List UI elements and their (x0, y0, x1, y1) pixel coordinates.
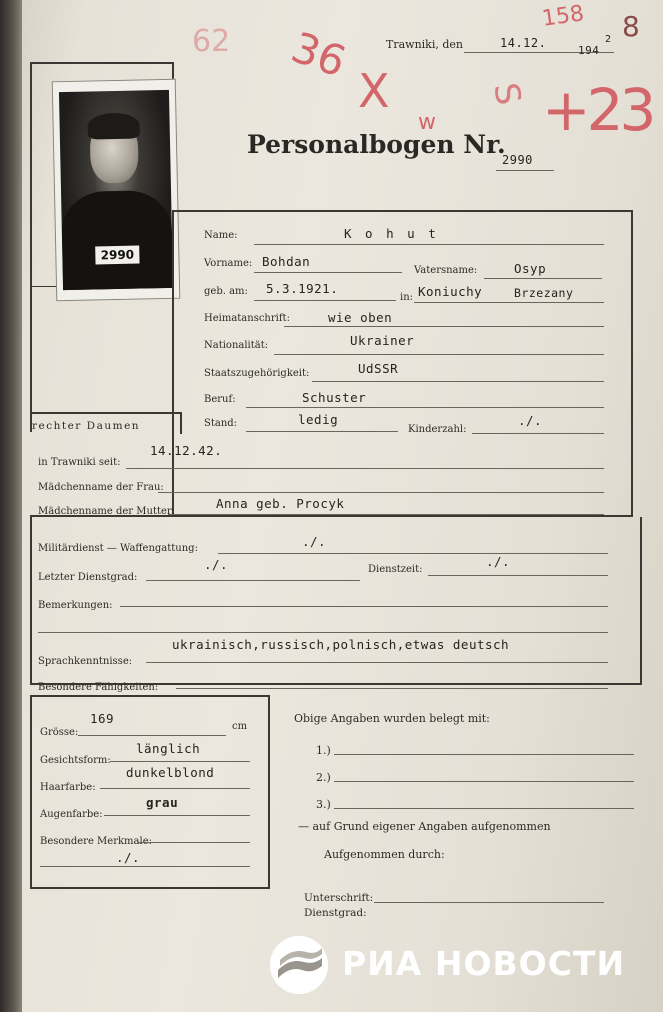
ria-logo-waves-icon (270, 936, 328, 994)
nation-line (274, 354, 604, 355)
geb-label: geb. am: (204, 286, 248, 297)
proof-2-line (334, 781, 634, 782)
heimat-line (284, 326, 604, 327)
mutter-value: Anna geb. Procyk (216, 496, 345, 511)
ria-logo-icon (270, 936, 328, 994)
vorname-value: Bohdan (262, 254, 311, 269)
staat-label: Staatszugehörigkeit: (204, 368, 310, 379)
augen-line (104, 815, 250, 816)
watermark-text: РИА НОВОСТИ (342, 944, 626, 983)
mutter-line (168, 514, 604, 515)
beruf-line (246, 407, 604, 408)
stand-value: ledig (298, 412, 339, 427)
stand-line (246, 431, 398, 432)
mutter-label: Mädchenname der Mutter: (38, 506, 176, 517)
proof-2-label: 2.) (316, 771, 331, 784)
merk-label: Besondere Merkmale: (40, 836, 152, 847)
vorname-label: Vorname: (204, 258, 253, 269)
seit-line (126, 468, 604, 469)
red-annotation-x: X (358, 64, 390, 118)
dienst-label: Militärdienst — Waffengattung: (38, 543, 198, 554)
zeit-label: Dienstzeit: (368, 564, 423, 575)
thumb-label: rechter Daumen (32, 420, 141, 432)
staat-value: UdSSR (358, 361, 399, 376)
geb-line (254, 300, 396, 301)
portrait-coat (61, 190, 173, 290)
zeit-value: ./. (486, 554, 511, 569)
haar-line (100, 788, 250, 789)
name-line (254, 244, 604, 245)
red-annotation-s: S (485, 79, 529, 109)
geb-value: 5.3.1921. (266, 281, 339, 296)
beruf-value: Schuster (302, 390, 367, 405)
proof-1-label: 1.) (316, 744, 331, 757)
heimat-value: wie oben (328, 310, 393, 325)
grad-line (146, 580, 360, 581)
grad-value: ./. (204, 557, 229, 572)
form-title: Personalbogen Nr. (247, 130, 506, 159)
kinder-line (472, 433, 604, 434)
faehig-label: Besondere Fähigkeiten: (38, 682, 159, 693)
proof-intro: Obige Angaben wurden belegt mit: (294, 712, 490, 725)
vatersname-value: Osyp (514, 261, 547, 276)
in-value: Koniuchy (418, 284, 483, 299)
sprach-label: Sprachkenntnisse: (38, 656, 133, 667)
haar-label: Haarfarbe: (40, 782, 96, 793)
sprach-value: ukrainisch,russisch,polnisch,etwas deutsch (172, 637, 510, 652)
proof-1-line (334, 754, 634, 755)
personnel-form-page (22, 0, 663, 1012)
merk-line-2 (40, 866, 250, 867)
heimat-label: Heimatanschrift: (204, 313, 290, 324)
red-annotation-plus23: +23 (542, 76, 653, 144)
number-line (496, 170, 554, 171)
merk-line (138, 842, 250, 843)
unterschrift-line (374, 902, 604, 903)
proof-aufg-label: Aufgenommen durch: (324, 848, 445, 861)
pencil-annotation-62: 62 (192, 24, 231, 59)
haar-value: dunkelblond (126, 765, 215, 780)
kinder-label: Kinderzahl: (408, 424, 467, 435)
proof-eigen-text: — auf Grund eigener Angaben aufgenommen (298, 820, 551, 833)
unterschrift-label: Unterschrift: (304, 892, 374, 904)
bem-label: Bemerkungen: (38, 600, 113, 611)
red-annotation-36: 36 (285, 22, 353, 87)
faehig-line (176, 688, 608, 689)
beruf-label: Beruf: (204, 394, 236, 405)
year-value: 194 (578, 44, 600, 57)
kinder-value: ./. (518, 413, 543, 428)
bem-line-2 (38, 632, 608, 633)
gesicht-line (110, 761, 250, 762)
portrait-image (59, 90, 173, 290)
red-annotation-w: w (418, 110, 436, 135)
proof-3-label: 3.) (316, 798, 331, 811)
place-date-label: Trawniki, den (386, 38, 463, 51)
gesicht-value: länglich (136, 741, 201, 756)
cm-label: cm (232, 721, 248, 732)
nation-label: Nationalität: (204, 340, 269, 351)
gesicht-label: Gesichtsform: (40, 755, 111, 766)
binder-edge (0, 0, 22, 1012)
frau-label: Mädchenname der Frau: (38, 482, 164, 493)
zeit-line (428, 575, 608, 576)
date-value: 14.12. (500, 36, 547, 50)
portrait-photo (52, 79, 181, 302)
name-value: K o h u t (344, 226, 439, 241)
augen-value: grau (146, 795, 179, 810)
in-value-2: Brzezany (514, 286, 574, 300)
dienst-value: ./. (302, 534, 327, 549)
groesse-label: Grösse: (40, 727, 79, 738)
in-label: in: (400, 292, 414, 303)
nation-value: Ukrainer (350, 333, 415, 348)
grad-label: Letzter Dienstgrad: (38, 572, 138, 583)
year-suffix: 2 (605, 34, 612, 45)
dienstgrad-label: Dienstgrad: (304, 907, 367, 919)
name-label: Name: (204, 230, 238, 241)
groesse-value: 169 (90, 711, 115, 726)
proof-3-line (334, 808, 634, 809)
staat-line (312, 381, 604, 382)
personal-data-box (172, 210, 633, 517)
sprach-line (146, 662, 608, 663)
vatersname-line (484, 278, 602, 279)
bem-line (120, 606, 608, 607)
merk-value: ./. (116, 850, 141, 865)
seit-value: 14.12.42. (150, 443, 223, 458)
augen-label: Augenfarbe: (40, 809, 103, 820)
in-line (414, 302, 604, 303)
vorname-line (254, 272, 402, 273)
groesse-line (78, 735, 226, 736)
ink-annotation-8: 8 (622, 10, 640, 43)
red-annotation-158: 158 (540, 1, 586, 32)
form-number: 2990 (502, 153, 533, 167)
portrait-hair (87, 112, 140, 139)
frau-line (158, 492, 604, 493)
stand-label: Stand: (204, 418, 238, 429)
vatersname-label: Vatersname: (414, 265, 478, 276)
dienst-line (218, 553, 608, 554)
portrait-number-plate: 2990 (95, 246, 139, 265)
seit-label: in Trawniki seit: (38, 457, 121, 468)
